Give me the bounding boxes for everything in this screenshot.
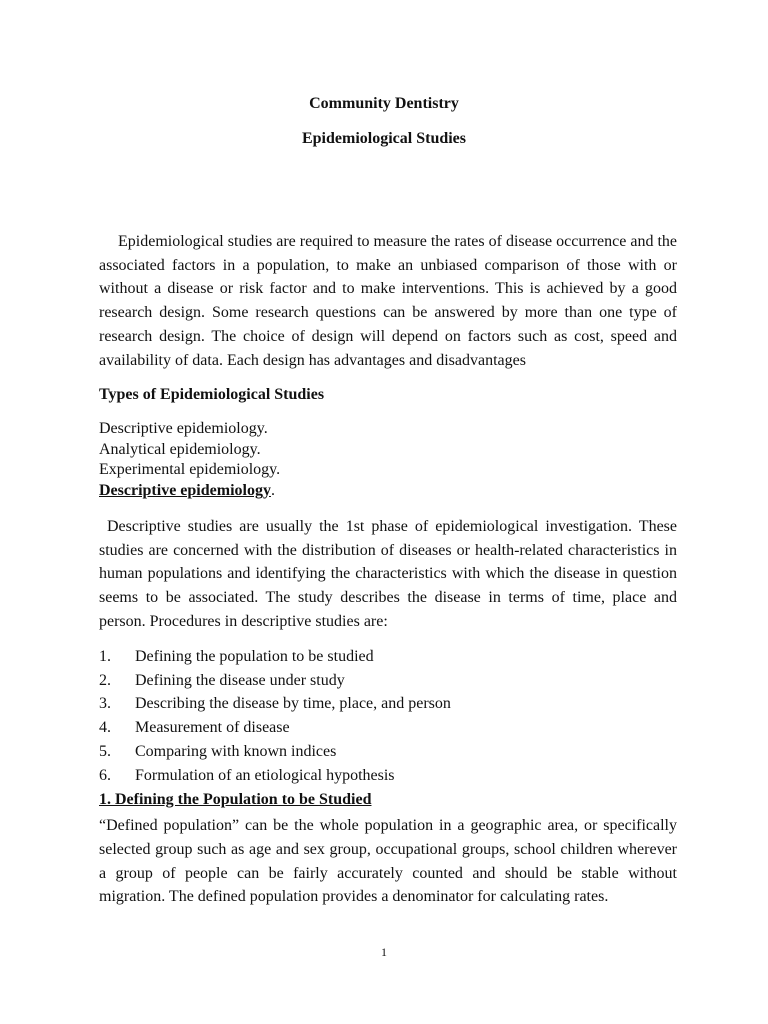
list-number: 1.	[99, 648, 111, 665]
list-text: Formulation of an etiological hypothesis	[135, 766, 395, 784]
list-item	[99, 764, 451, 788]
descriptive-subheading-suffix: .	[270, 481, 275, 499]
section1-paragraph: “Defined population” can be the whole population in a geographic area, or specifically selected group such as age and sex group, occupational groups, school children wherever a group of people can be fairly accurately counted and should be stable without migration. The defined population provides a denominator for calculating rates.	[99, 817, 677, 906]
list-number: 5.	[99, 742, 111, 760]
list-item	[99, 669, 451, 693]
list-item	[99, 692, 451, 716]
list-item: Analytical epidemiology.	[99, 440, 261, 458]
list-text: Defining the population to be studied	[135, 648, 374, 665]
descriptive-subheading-text: Descriptive epidemiology	[99, 481, 271, 499]
descriptive-subheading	[99, 481, 280, 502]
intro-paragraph: Epidemiological studies are required to measure the rates of disease occurrence and the associated factors in a population, to make an unbiased comparison of those with or without a disease or risk factor and to make interventions. This is achieved by a good research design. Some research questions can be answered by more than one type of research design. The choice of design will depend on factors such as cost, speed and availability of data. Each design has advantages and disadvantages	[99, 233, 677, 369]
page-number: 1	[381, 945, 387, 959]
list-text: Comparing with known indices	[135, 742, 337, 760]
document-title: Community Dentistry	[309, 95, 459, 112]
descriptive-paragraph: Descriptive studies are usually the 1st phase of epidemiological investigation. These studies are concerned with the distribution of diseases or health-related characteristics in human populations and identifying the characteristics with which the disease in question seems to be associated. The study describes the disease in terms of time, place and person. Procedures in descriptive studies are:	[99, 518, 677, 630]
types-list	[99, 419, 280, 501]
list-text: Measurement of disease	[135, 719, 290, 737]
list-number: 3.	[99, 695, 111, 713]
list-number: 6.	[99, 766, 111, 784]
types-heading: Types of Epidemiological Studies	[99, 386, 325, 403]
list-number: 4.	[99, 719, 111, 737]
list-text: Defining the disease under study	[135, 671, 345, 689]
list-item	[99, 740, 451, 764]
list-text: Describing the disease by time, place, and person	[135, 695, 451, 713]
list-number: 2.	[99, 671, 111, 689]
document-subtitle: Epidemiological Studies	[301, 130, 467, 147]
list-item: Experimental epidemiology.	[99, 461, 281, 478]
list-item	[99, 645, 451, 669]
procedures-list	[99, 645, 451, 787]
section1-heading: 1. Defining the Population to be Studied	[99, 791, 372, 808]
list-item: Descriptive epidemiology.	[99, 420, 268, 437]
list-item	[99, 716, 451, 740]
